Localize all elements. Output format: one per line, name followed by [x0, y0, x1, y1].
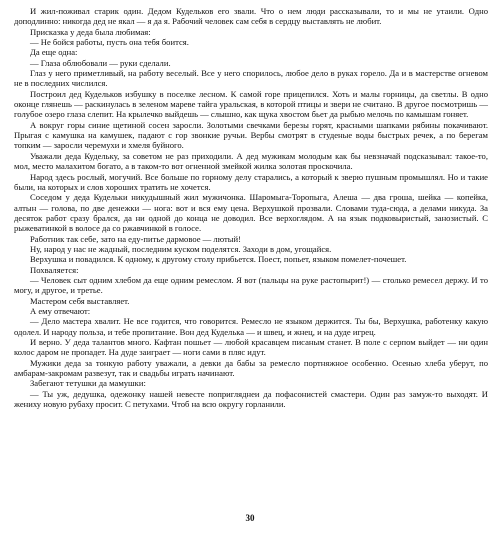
paragraph: Работник так себе, зато на еду-питье дармовое — лютый!: [30, 233, 242, 244]
paragraph: — Не бойся работы, пусть она тебя боится.: [30, 37, 189, 48]
paragraph: Соседом у деда Кудельки никудышный жил мужичонка. Шаромыга-Торопыга, Алеша — два гроша, шейка — копейка, алтын — голова, по две денежки — нога: вот и вся ему цена. Верхушкой прозвали. Словами туда-сюда, а делами никуда. За десяток работ сразу брался, да ни одной до конца не доводил. Все верхоглядом. А на язык подковыристый, занозистый. С рыжеватинкой в волосе да со ржавчинкой в голосе.: [14, 192, 488, 234]
paragraph: Похваляется:: [30, 264, 79, 275]
paragraph: И верно. У деда талантов много. Кафтан пошьет — любой красавцем писаным станет. В поле с серпом выйдет — ни один колос даром не пропадет. На дуде заиграет — ноги сами в пляс идут.: [14, 337, 488, 358]
paragraph: Ну, народ у нас не жадный, последним куском поделятся. Заходи в дом, угощайся.: [30, 243, 332, 254]
text-column: [14, 6, 488, 409]
page-number: 30: [245, 513, 255, 523]
paragraph: — Дело мастера хвалит. Не все годится, что говорится. Ремесло не языком держится. Ты бы, Верхушка, работенку какую одолел. И народу польза, и тебе пропитание. Вон дед Куделька — и швец, и жнец, и на дуде игрец.: [14, 316, 488, 337]
paragraph: Уважали деда Кудельку, за советом не раз приходили. А дед мужикам молодым как бы невзначай подсказывал: такое-то, мол, место малахитом богато, а в таком-то вот огненной змейкой жилка золотая проскочила.: [14, 150, 488, 172]
paragraph: Народ здесь рослый, могучий. Все больше по горному делу старались, а который к зверю пушным промышлял. Но и такие были, на которых и слов хороших тратить не хочется.: [14, 171, 488, 192]
paragraph: А вокруг горы синие щетиной сосен заросли. Золотыми свечками березы горят, красными шапками рябины покачивают. Прыгая с камушка на камушек, падают с гор звонкие ручьи. Вербы смотрят в студеные воды быстрых речек, а по берегам топким — заросли черемухи и хмеля буйного.: [14, 119, 488, 151]
paragraph: И жил-поживал старик один. Дедом Кудельков его звали. Что о нем люди рассказывали, то и мы не утаили. Одно доподлинно: никогда дед не якал — я да я. Рабочий человек сам себя в сердцу выставлять не любит.: [14, 6, 488, 27]
paragraph: Да еще одна:: [30, 47, 78, 58]
paragraph: А ему отвечают:: [30, 305, 91, 316]
paragraph: Мужики деда за тонкую работу уважали, а девки да бабы за ремесло портняжное особенно. Осенью хлеба уберут, по амбарам-закромам развезут, так и свадьбы играть начинают.: [14, 357, 488, 379]
paragraph: Забегают тетушки да мамушки:: [30, 378, 146, 389]
paragraph: — Глаза облюбовали — руки сделали.: [30, 57, 171, 68]
paragraph: Верхушка и повадился. К одному, к другому столу прибьется. Поест, попьет, языком помелет-почешет.: [30, 254, 407, 265]
paragraph: Глаз у него приметливый, на работу веселый. Все у него спорилось, любое дело в руках горело. Да и в мастерстве огневом не в последних числился.: [14, 68, 488, 89]
paragraph: — Ты уж, дедушка, одежонку нашей невесте попригляднеи да пофасонистей смастери. Один раз замуж-то выходят. И жениху новую рубаху просит. С петухами. Чтоб на всю округу горланили.: [14, 388, 488, 410]
paragraph: Построил дед Кудельков избушку в поселке лесном. К самой горе прицепился. Хоть и малы горницы, да светлы. В одно оконце глянешь — раскинулась в зеленом мареве тайга уральская, в которой птицы и звери не считано. В другое посмотришь — голубое озеро глаза слепит. На крылечко выйдешь — слышно, как щука хвостом бьет да рыбью мелочь по камышам гоняет.: [14, 88, 488, 120]
paragraph: Присказка у деда была любимая:: [30, 26, 151, 37]
paragraph: — Человек сыт одним хлебом да еще одним ремеслом. Я вот (пальцы на руке растопырит!) — столько ремесел держу. И то могу, и другое, и третье.: [14, 274, 488, 296]
paragraph: Мастером себя выставляет.: [30, 295, 130, 306]
